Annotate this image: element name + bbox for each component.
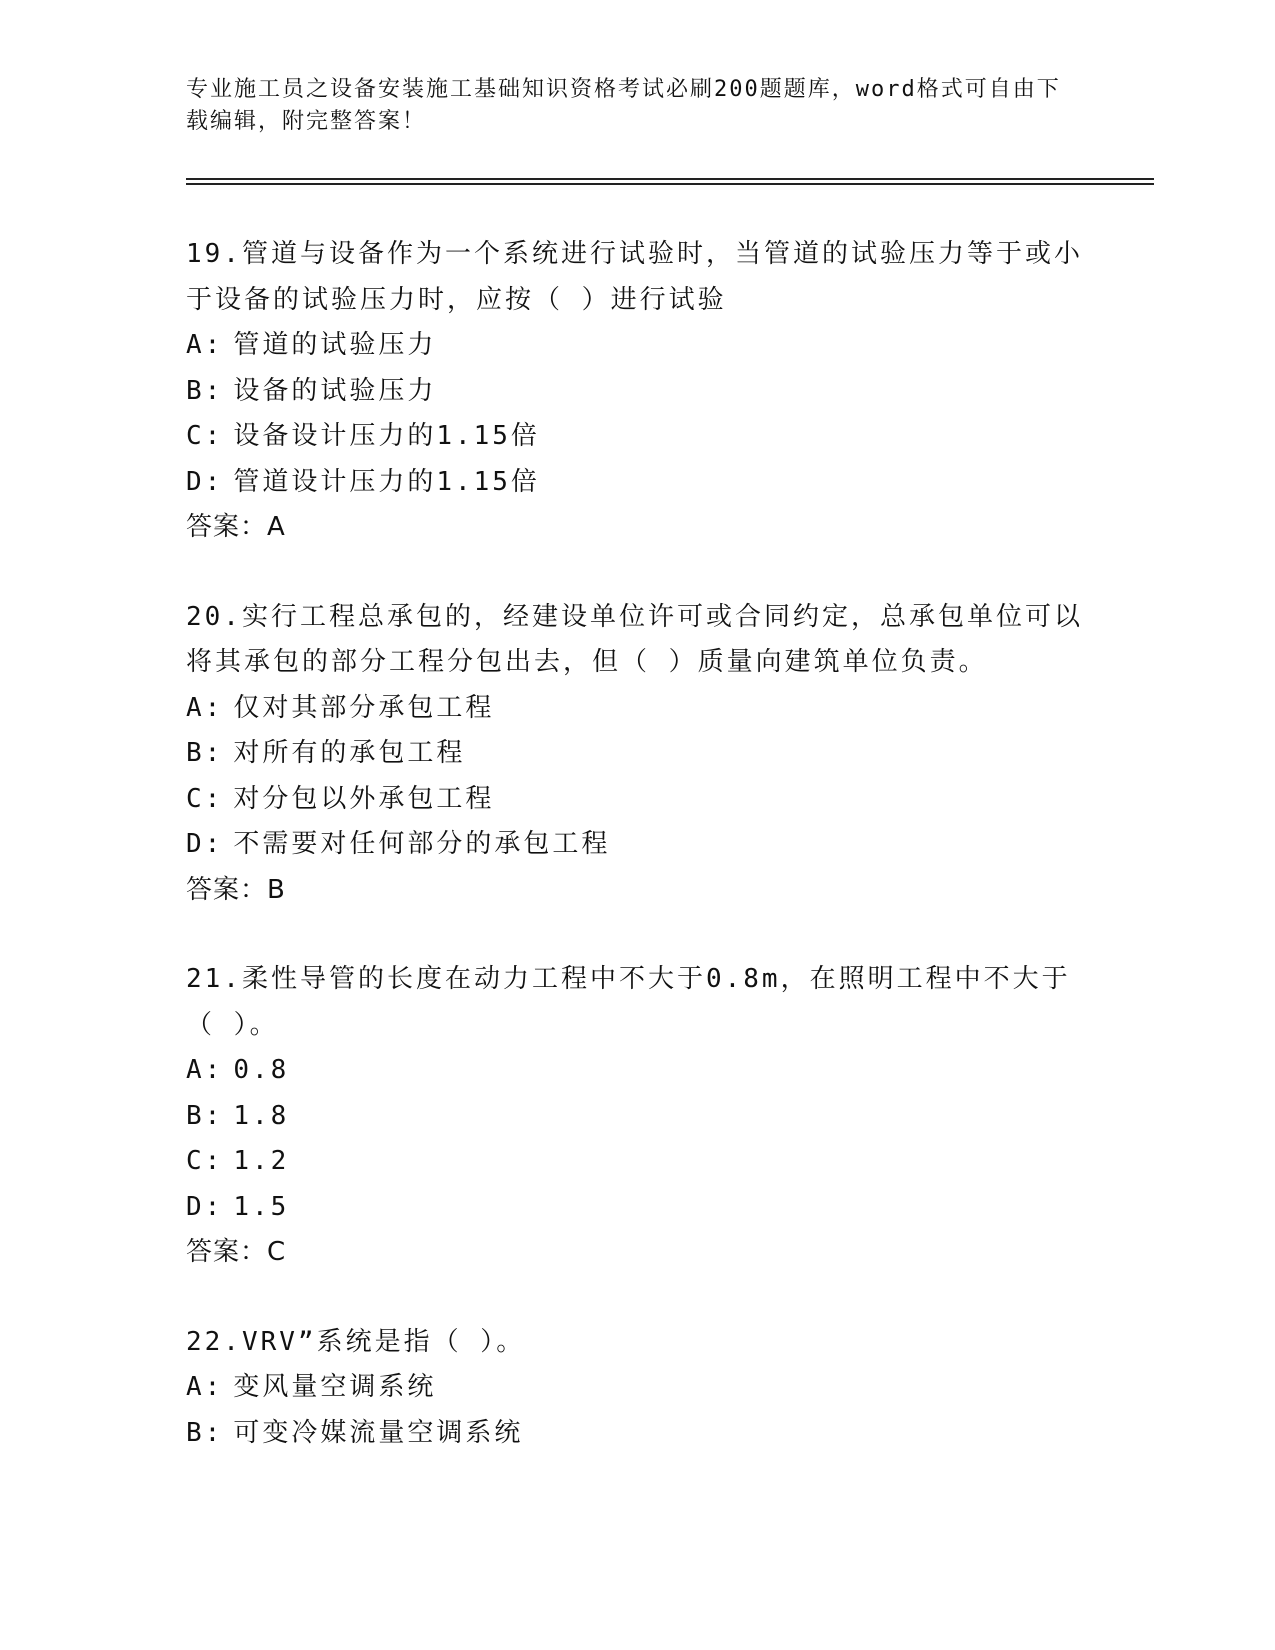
option-separator: : [204, 421, 224, 451]
option-text: 对分包以外承包工程 [233, 783, 495, 814]
option-key: B [186, 738, 205, 768]
header-divider-bottom [186, 183, 1154, 185]
option-text: 不需要对任何部分的承包工程 [233, 829, 611, 859]
option-text: 0.8 [233, 1055, 290, 1085]
answer-text: 答案：A [186, 512, 286, 542]
option-d [186, 460, 1086, 506]
option-separator: : [204, 738, 224, 768]
option-separator: : [204, 1191, 224, 1222]
answer-text: 答案：B [186, 874, 286, 905]
answer-text: 答案：C [186, 1237, 287, 1267]
question-21 [186, 957, 1086, 1276]
option-d [186, 1185, 1086, 1231]
option-text: 管道设计压力的1.15倍 [233, 466, 540, 497]
option-text: 变风量空调系统 [233, 1372, 437, 1402]
option-separator: : [204, 692, 224, 723]
option-c [186, 414, 1086, 460]
question-text: 管道与设备作为一个系统进行试验时，当管道的试验压力等于或小于设备的试验压力时，应按（ ）进行试验 [186, 239, 1083, 315]
option-separator: : [204, 466, 224, 497]
option-a [186, 686, 1086, 732]
question-number: 21. [186, 964, 242, 994]
option-key: A [186, 1055, 205, 1085]
question-text: 柔性导管的长度在动力工程中不大于0.8m，在照明工程中不大于（ ）。 [186, 964, 1071, 1040]
option-text: 设备的试验压力 [233, 375, 437, 406]
option-separator: : [204, 829, 224, 859]
option-c [186, 1139, 1086, 1185]
option-key: C [186, 1146, 205, 1176]
option-d [186, 822, 1086, 868]
option-key: B [186, 1417, 205, 1448]
option-key: D [186, 466, 205, 497]
option-key: D [186, 1191, 205, 1222]
question-number: 20. [186, 601, 242, 632]
option-text: 设备设计压力的1.15倍 [233, 421, 540, 451]
header-divider-top [186, 178, 1154, 180]
option-text: 1.8 [233, 1100, 290, 1131]
option-list [186, 323, 1086, 505]
question-19 [186, 232, 1086, 551]
option-list [186, 686, 1086, 868]
option-text: 管道的试验压力 [233, 330, 437, 360]
question-stem [186, 1320, 1086, 1366]
option-key: C [186, 421, 205, 451]
option-key: B [186, 1100, 205, 1131]
option-separator: : [204, 375, 224, 406]
option-a [186, 323, 1086, 369]
option-separator: : [204, 783, 224, 814]
option-separator: : [204, 1055, 224, 1085]
question-stem [186, 595, 1086, 686]
option-separator: : [204, 1372, 224, 1402]
option-key: A [186, 692, 205, 723]
option-list [186, 1365, 1086, 1456]
option-a [186, 1365, 1086, 1411]
document-header: 专业施工员之设备安装施工基础知识资格考试必刷200题题库，word格式可自由下载编辑，附完整答案！ [186, 77, 1061, 134]
question-stem [186, 232, 1086, 323]
question-stem [186, 957, 1086, 1048]
option-b [186, 369, 1086, 415]
question-22 [186, 1320, 1086, 1457]
option-b [186, 731, 1086, 777]
question-number: 22. [186, 1326, 242, 1357]
question-list [186, 232, 1086, 1500]
option-separator: : [204, 1100, 224, 1131]
option-key: B [186, 375, 205, 406]
question-text: VRV”系统是指（ ）。 [241, 1326, 526, 1357]
option-key: A [186, 330, 205, 360]
option-text: 1.5 [233, 1191, 290, 1222]
question-20 [186, 595, 1086, 914]
option-b [186, 1411, 1086, 1457]
option-separator: : [204, 1146, 224, 1176]
question-text: 实行工程总承包的，经建设单位许可或合同约定，总承包单位可以将其承包的部分工程分包出去，但（ ）质量向建筑单位负责。 [186, 601, 1083, 677]
option-separator: : [204, 330, 224, 360]
option-text: 1.2 [233, 1146, 290, 1176]
option-separator: : [204, 1417, 224, 1448]
option-text: 仅对其部分承包工程 [233, 692, 495, 723]
option-key: D [186, 829, 205, 859]
option-key: A [186, 1372, 205, 1402]
option-b [186, 1094, 1086, 1140]
option-c [186, 777, 1086, 823]
option-text: 对所有的承包工程 [233, 738, 466, 768]
option-text: 可变冷媒流量空调系统 [233, 1417, 524, 1448]
question-number: 19. [186, 239, 242, 269]
option-key: C [186, 783, 205, 814]
option-list [186, 1048, 1086, 1230]
option-a [186, 1048, 1086, 1094]
